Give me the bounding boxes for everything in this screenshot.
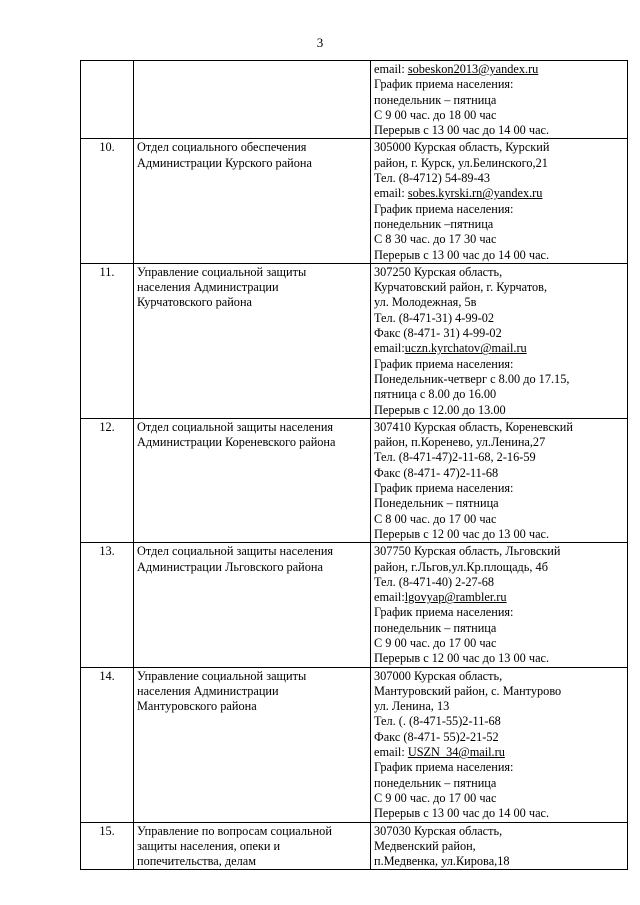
contact-info-cell <box>371 139 628 263</box>
contact-line: Перерыв с 12 00 час до 13 00 час. <box>374 651 550 666</box>
contact-line <box>374 186 624 201</box>
table-row <box>81 139 628 263</box>
email-label: email: <box>374 186 408 201</box>
institution-name-line: Отдел социальной защиты населения <box>137 544 334 559</box>
institution-name-cell <box>134 263 371 418</box>
contact-line: 307410 Курская область, Кореневский <box>374 419 573 434</box>
institution-name-line: Администрации Курского района <box>137 155 312 170</box>
table-row <box>81 822 628 870</box>
row-number: 13. <box>99 544 115 559</box>
row-number: 15. <box>99 823 115 838</box>
row-number-cell <box>81 139 134 263</box>
contact-line: Факс (8-471- 31) 4-99-02 <box>374 326 502 341</box>
institution-name-line: Управление по вопросам социальной <box>137 823 332 838</box>
contact-line: График приема населения: <box>374 201 514 216</box>
email-label: email: <box>374 745 408 760</box>
institution-name-line: попечительства, делам <box>137 854 256 869</box>
table-body <box>81 61 628 870</box>
contact-line: район, г. Курск, ул.Белинского,21 <box>374 155 548 170</box>
table-row <box>81 418 628 542</box>
email-link[interactable]: sobes.kyrski.rn@yandex.ru <box>407 186 543 201</box>
row-number: 12. <box>99 419 115 434</box>
contact-line: 307030 Курская область, <box>374 823 503 838</box>
contact-line: Перерыв с 13 00 час до 14 00 час. <box>374 806 550 821</box>
contact-line: Понедельник-четверг с 8.00 до 17.15, <box>374 371 570 386</box>
institution-name-line: Отдел социального обеспечения <box>137 140 307 155</box>
contact-line <box>374 590 624 605</box>
institution-name-line: Администрации Льговского района <box>137 559 323 574</box>
institution-name-line: Курчатовского района <box>137 295 252 310</box>
contact-line: С 9 00 час. до 18 00 час <box>374 107 497 122</box>
contact-line: 307250 Курская область, <box>374 264 503 279</box>
email-link[interactable]: uczn.kyrchatov@mail.ru <box>404 341 527 356</box>
email-label: email: <box>374 341 405 356</box>
table-row <box>81 263 628 418</box>
institution-name-line: Администрации Кореневского района <box>137 435 336 450</box>
contact-line: С 8 30 час. до 17 30 час <box>374 232 497 247</box>
contact-info-cell <box>371 263 628 418</box>
contact-line: 307750 Курская область, Льговский <box>374 544 561 559</box>
contact-info-cell <box>371 667 628 822</box>
institution-name-line: Управление социальной защиты <box>137 264 307 279</box>
institution-name-cell <box>134 543 371 667</box>
contact-line: Перерыв с 13 00 час до 14 00 час. <box>374 247 550 262</box>
contact-line: Перерыв с 12 00 час до 13 00 час. <box>374 526 550 541</box>
institution-name-line: населения Администрации <box>137 280 279 295</box>
contact-line: Факс (8-471- 47)2-11-68 <box>374 465 499 480</box>
contact-line: Мантуровский район, с. Мантурово <box>374 683 562 698</box>
email-link[interactable]: USZN_34@mail.ru <box>407 745 505 760</box>
contact-info-cell <box>371 543 628 667</box>
email-link[interactable]: sobeskon2013@yandex.ru <box>407 62 539 76</box>
row-number-cell <box>81 667 134 822</box>
institution-name-cell <box>134 139 371 263</box>
institution-name-line: защиты населения, опеки и <box>137 838 281 853</box>
contact-line: ул. Молодежная, 5в <box>374 295 477 310</box>
contact-line: С 9 00 час. до 17 00 час <box>374 790 497 805</box>
contact-line: Перерыв с 12.00 до 13.00 <box>374 402 506 417</box>
contact-line: Тел. (8-471-47)2-11-68, 2-16-59 <box>374 450 536 465</box>
contact-line: Медвенский район, <box>374 838 476 853</box>
email-label: email: <box>374 590 405 605</box>
row-number-cell <box>81 263 134 418</box>
contact-line: понедельник –пятница <box>374 216 494 231</box>
row-number: 14. <box>99 668 115 683</box>
contact-line: Факс (8-471- 55)2-21-52 <box>374 729 499 744</box>
email-link[interactable]: lgovyap@rambler.ru <box>404 590 507 605</box>
contact-line: Тел. (. (8-471-55)2-11-68 <box>374 714 501 729</box>
email-label: email: <box>374 62 408 76</box>
contact-line <box>374 341 624 356</box>
institutions-table <box>80 60 628 870</box>
contact-line: 307000 Курская область, <box>374 668 503 683</box>
table-row <box>81 61 628 139</box>
contact-line: понедельник – пятница <box>374 775 497 790</box>
row-number-cell <box>81 418 134 542</box>
table-row <box>81 543 628 667</box>
contact-line: График приема населения: <box>374 356 514 371</box>
contact-line: График приема населения: <box>374 481 514 496</box>
contact-line: Курчатовский район, г. Курчатов, <box>374 280 548 295</box>
institution-name-cell <box>134 822 371 870</box>
contact-line: пятница с 8.00 до 16.00 <box>374 387 497 402</box>
row-number: 10. <box>99 140 115 155</box>
institution-name-line: Управление социальной защиты <box>137 668 307 683</box>
contact-line: Понедельник – пятница <box>374 496 499 511</box>
contact-info-cell <box>371 822 628 870</box>
contact-line: понедельник – пятница <box>374 620 497 635</box>
contact-line: Перерыв с 13 00 час до 14 00 час. <box>374 123 550 138</box>
contact-line: Тел. (8-471-31) 4-99-02 <box>374 310 495 325</box>
institution-name-line: Мантуровского района <box>137 699 257 714</box>
contact-info-cell <box>371 61 628 139</box>
contact-line: ул. Ленина, 13 <box>374 699 450 714</box>
contact-line: п.Медвенка, ул.Кирова,18 <box>374 854 510 869</box>
contact-line: район, г.Льгов,ул.Кр.площадь, 4б <box>374 559 548 574</box>
contact-line: район, п.Коренево, ул.Ленина,27 <box>374 435 546 450</box>
contact-line <box>374 62 624 77</box>
contact-line: График приема населения: <box>374 760 514 775</box>
contact-line: Тел. (8-4712) 54-89-43 <box>374 171 490 186</box>
contact-info-cell <box>371 418 628 542</box>
contact-line: 305000 Курская область, Курский <box>374 140 550 155</box>
table-row <box>81 667 628 822</box>
institution-name-line: населения Администрации <box>137 683 279 698</box>
institution-name-line: Отдел социальной защиты населения <box>137 419 334 434</box>
row-number-cell <box>81 822 134 870</box>
institution-name-cell <box>134 418 371 542</box>
row-number-cell <box>81 61 134 139</box>
contact-line: понедельник – пятница <box>374 92 497 107</box>
contact-line: График приема населения: <box>374 77 514 92</box>
contact-line: С 9 00 час. до 17 00 час <box>374 635 497 650</box>
institution-name-cell <box>134 61 371 139</box>
institution-name-cell <box>134 667 371 822</box>
contact-line: Тел. (8-471-40) 2-27-68 <box>374 574 495 589</box>
contact-line: С 8 00 час. до 17 00 час <box>374 511 497 526</box>
page-number: 3 <box>316 35 324 50</box>
row-number-cell <box>81 543 134 667</box>
contact-line: График приема населения: <box>374 605 514 620</box>
row-number: 11. <box>99 264 115 279</box>
contact-line <box>374 745 624 760</box>
